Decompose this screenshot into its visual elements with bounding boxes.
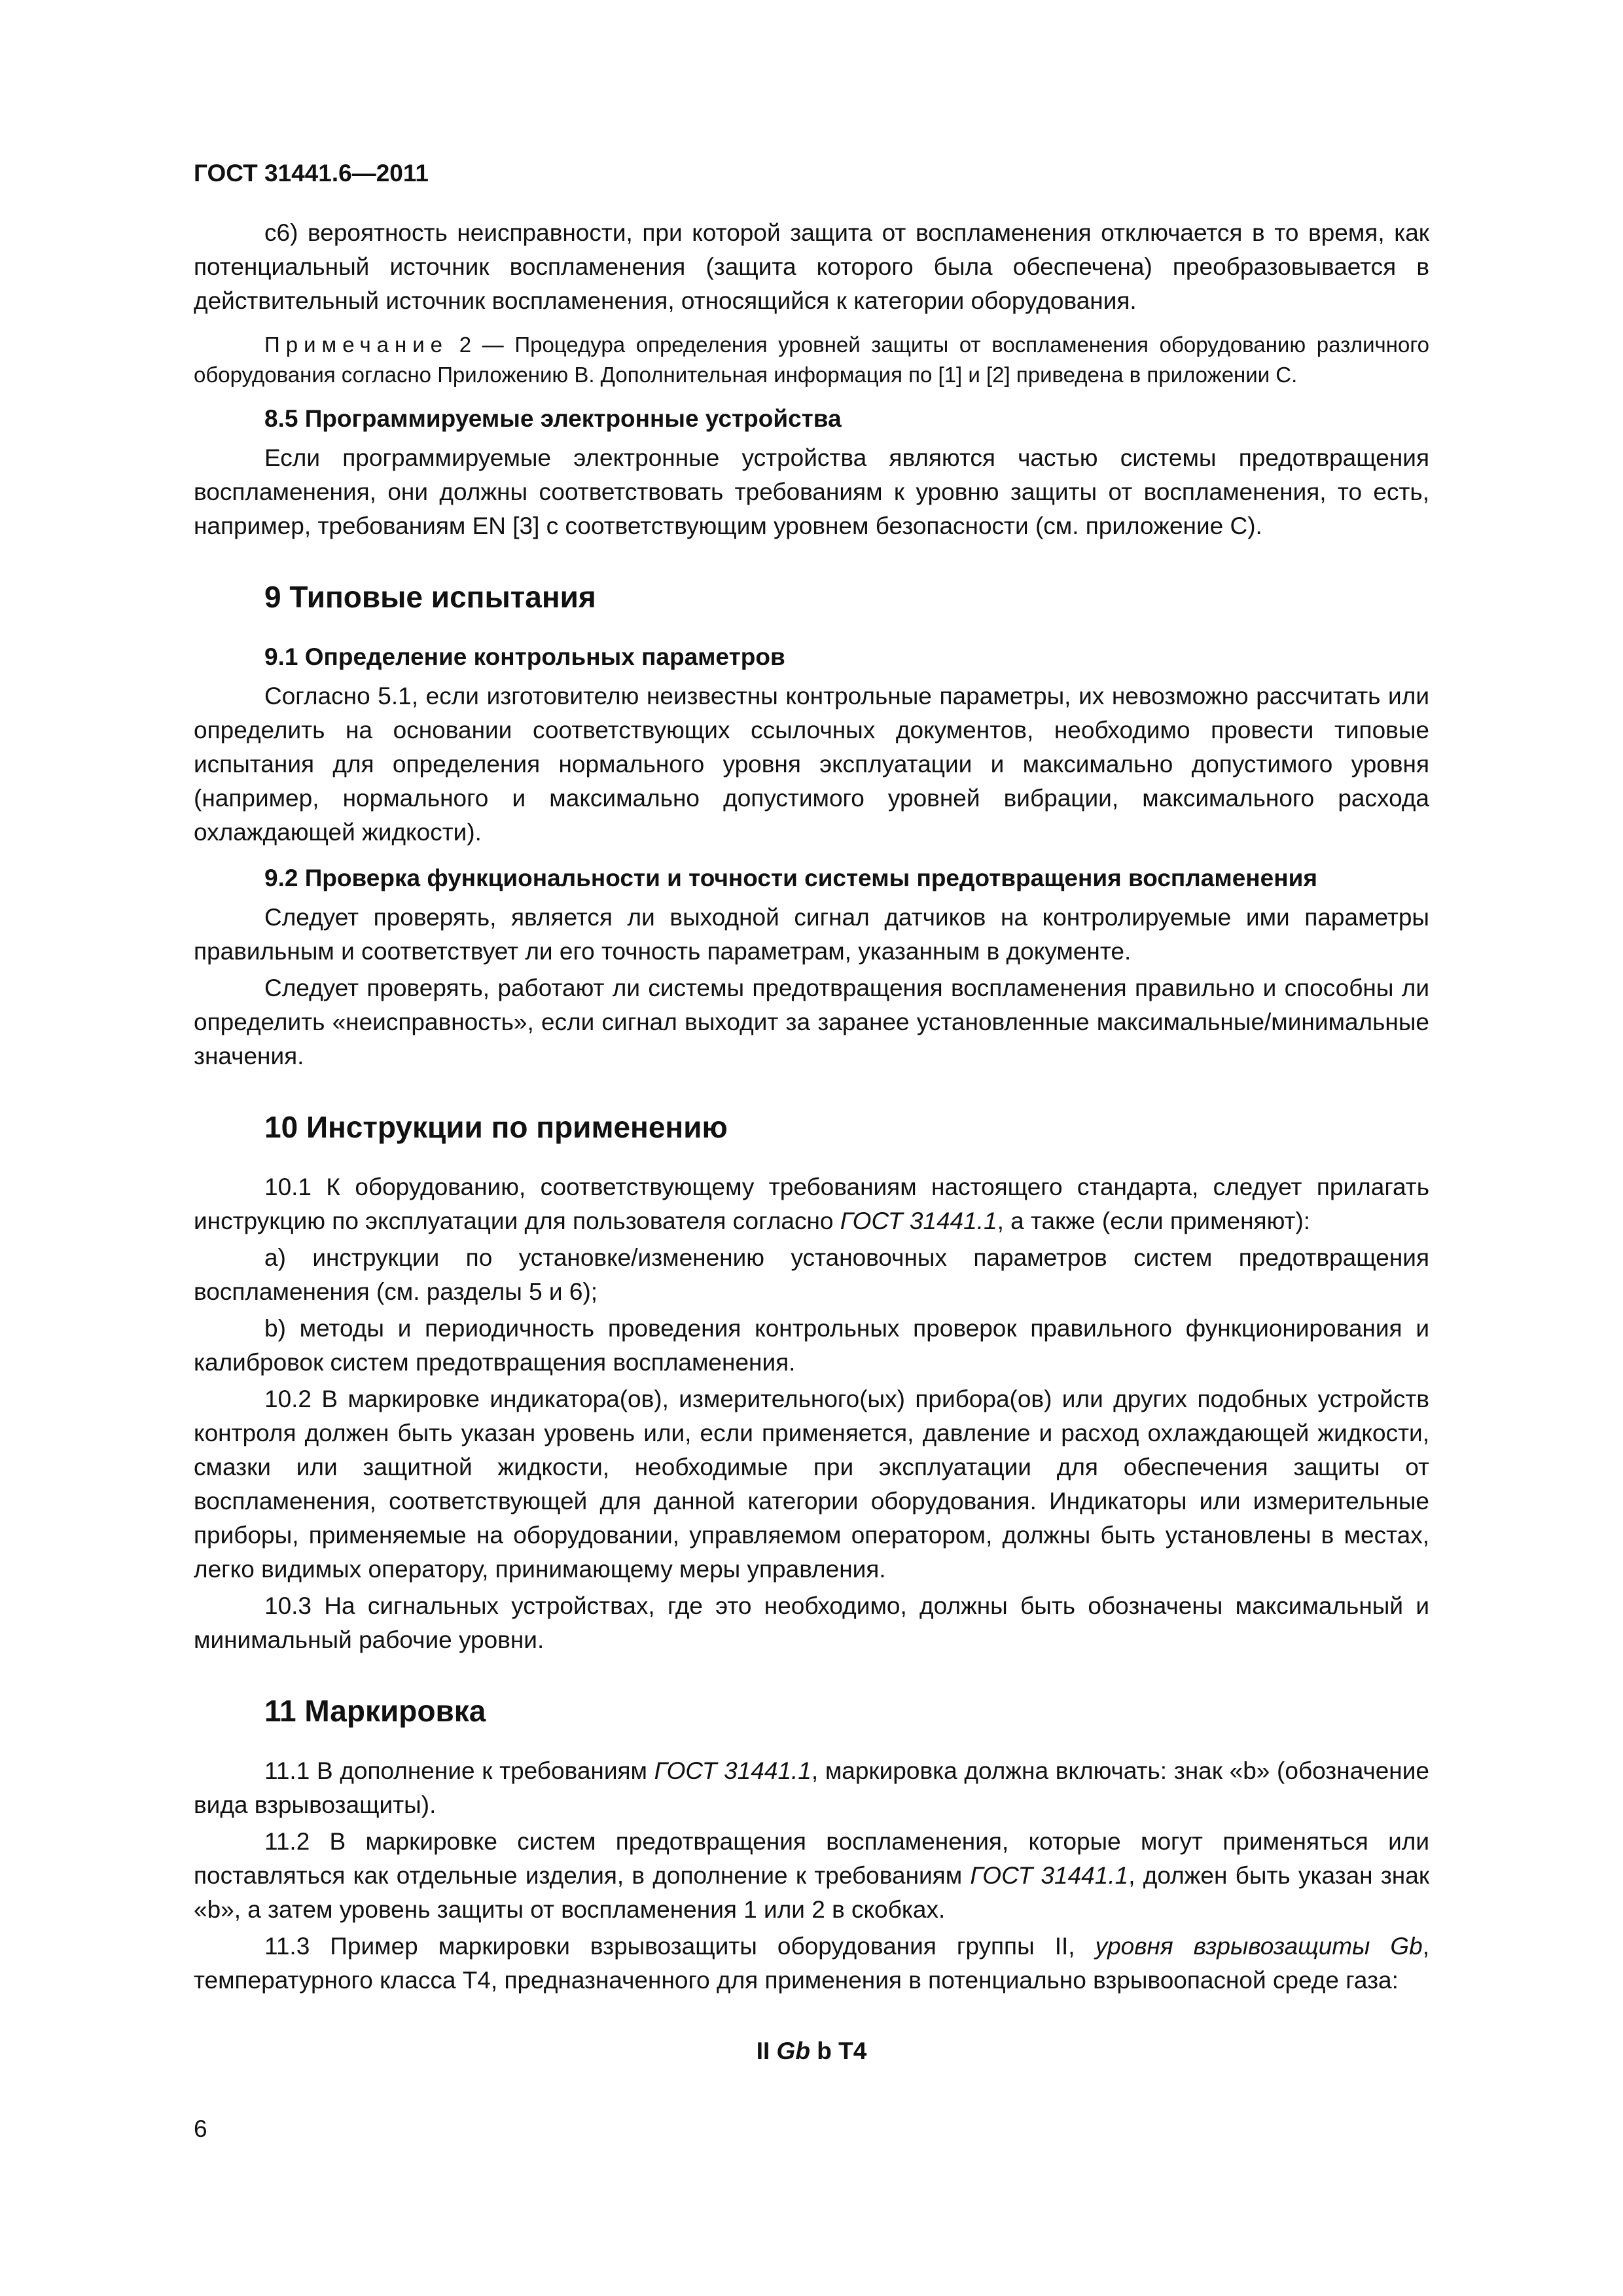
paragraph-8-5: Если программируемые электронные устройства являются частью системы предотвращения воспламенения, они должны соответствовать требованиям к уровню защиты от воспламенения, то есть, например, требованиям EN [3] с соответствующим уровнем безопасности (см. приложение С). bbox=[194, 444, 1429, 539]
heading-section-10: 10 Инструкции по применению bbox=[264, 1110, 728, 1144]
paragraph-9-2b: Следует проверять, работают ли системы предотвращения воспламенения правильно и способны ли определить «неисправность», если сигнал выходит за заранее установленные максимальные/минимальные значения. bbox=[194, 975, 1429, 1069]
text-run: , маркировка должна включать: знак «b» (обозначение вида взрывозащиты). bbox=[194, 1757, 1429, 1818]
paragraph-10-1-a: а) инструкции по установке/изменению установочных параметров систем предотвращения воспламенения (см. разделы 5 и 6); bbox=[194, 1244, 1429, 1305]
text-run: 11.2 В маркировке систем предотвращения воспламенения, которые могут применяться или поставляться как отдельные изделия, в дополнение к требованиям bbox=[194, 1828, 1429, 1889]
heading-section-9: 9 Типовые испытания bbox=[264, 580, 596, 614]
document-body bbox=[194, 216, 1429, 2068]
paragraph-11-2 bbox=[194, 1825, 1429, 1927]
paragraph-10-1-b: b) методы и периодичность проведения контрольных проверок правильного функционирования и калибровок систем предотвращения воспламенения. bbox=[194, 1315, 1429, 1376]
heading-9-2: 9.2 Проверка функциональности и точности системы предотвращения воспламенения bbox=[264, 865, 1317, 891]
note-label: Примечание bbox=[264, 332, 449, 357]
standard-reference: ГОСТ 31441.1 bbox=[654, 1757, 812, 1784]
text-run: 11.1 В дополнение к требованиям bbox=[264, 1757, 654, 1784]
note-text: 2 — Процедура определения уровней защиты от воспламенения оборудованию различного оборудования согласно Приложению В. Дополнительная информация по [1] и [2] приведена в приложении С. bbox=[194, 332, 1429, 387]
note-2 bbox=[194, 330, 1429, 390]
heading-8-5: 8.5 Программируемые электронные устройства bbox=[264, 405, 842, 432]
paragraph-11-1 bbox=[194, 1754, 1429, 1822]
heading-9-1: 9.1 Определение контрольных параметров bbox=[264, 643, 785, 670]
text-run: 11.3 Пример маркировки взрывозащиты оборудования группы II, bbox=[264, 1933, 1096, 1960]
emphasis-text: уровня взрывозащиты Gb bbox=[1095, 1933, 1423, 1960]
page-number: 6 bbox=[194, 2115, 207, 2142]
heading-section-11: 11 Маркировка bbox=[264, 1694, 486, 1728]
text-run: II bbox=[756, 2037, 777, 2064]
standard-reference: ГОСТ 31441.1 bbox=[840, 1208, 997, 1234]
paragraph-11-3 bbox=[194, 1929, 1429, 1998]
emphasis-text: Gb bbox=[776, 2037, 810, 2064]
paragraph-9-2a: Следует проверять, является ли выходной сигнал датчиков на контролируемые ими параметры правильным и соответствует ли его точность параметрам, указанным в документе. bbox=[194, 904, 1429, 965]
standard-reference: ГОСТ 31441.1 bbox=[970, 1862, 1129, 1889]
document-header: ГОСТ 31441.6—2011 bbox=[194, 160, 429, 187]
text-run: 10.1 К оборудованию, соответствующему требованиям настоящего стандарта, следует прилагать инструкцию по эксплуатации для пользователя согласно bbox=[194, 1174, 1429, 1234]
marking-example bbox=[194, 2034, 1429, 2068]
paragraph-10-3: 10.3 На сигнальных устройствах, где это необходимо, должны быть обозначены максимальный и минимальный рабочие уровни. bbox=[194, 1592, 1429, 1653]
paragraph-10-1 bbox=[194, 1170, 1429, 1238]
text-run: b T4 bbox=[810, 2037, 867, 2064]
paragraph-c6: c6) вероятность неисправности, при которой защита от воспламенения отключается в то время, как потенциальный источник воспламенения (защита которого была обеспечена) преобразовывается в действительный источник воспламенения, относящийся к категории оборудования. bbox=[194, 219, 1429, 314]
text-run: , должен быть указан знак «b», а затем уровень защиты от воспламенения 1 или 2 в скобках. bbox=[194, 1862, 1430, 1923]
paragraph-9-1: Согласно 5.1, если изготовителю неизвестны контрольные параметры, их невозможно рассчитать или определить на основании соответствующих ссылочных документов, необходимо провести типовые испытания для определения нормального уровня эксплуатации и максимально допустимого уровня (например, нормального и максимально допустимого уровней вибрации, максимального расхода охлаждающей жидкости). bbox=[194, 683, 1429, 846]
text-run: , а также (если применяют): bbox=[997, 1208, 1311, 1234]
paragraph-10-2: 10.2 В маркировке индикатора(ов), измерительного(ых) прибора(ов) или других подобных устройств контроля должен быть указан уровень или, если применяется, давление и расход охлаждающей жидкости, смазки или защитной жидкости, необходимые при эксплуатации для обеспечения защиты от воспламенения, соответствующей для данной категории оборудования. Индикаторы или измерительные приборы, применяемые на оборудовании, управляемом оператором, должны быть установлены в местах, легко видимых оператору, принимающему меры управления. bbox=[194, 1386, 1429, 1583]
text-run: , температурного класса Т4, предназначенного для применения в потенциально взрывоопасной среде газа: bbox=[194, 1933, 1429, 1994]
